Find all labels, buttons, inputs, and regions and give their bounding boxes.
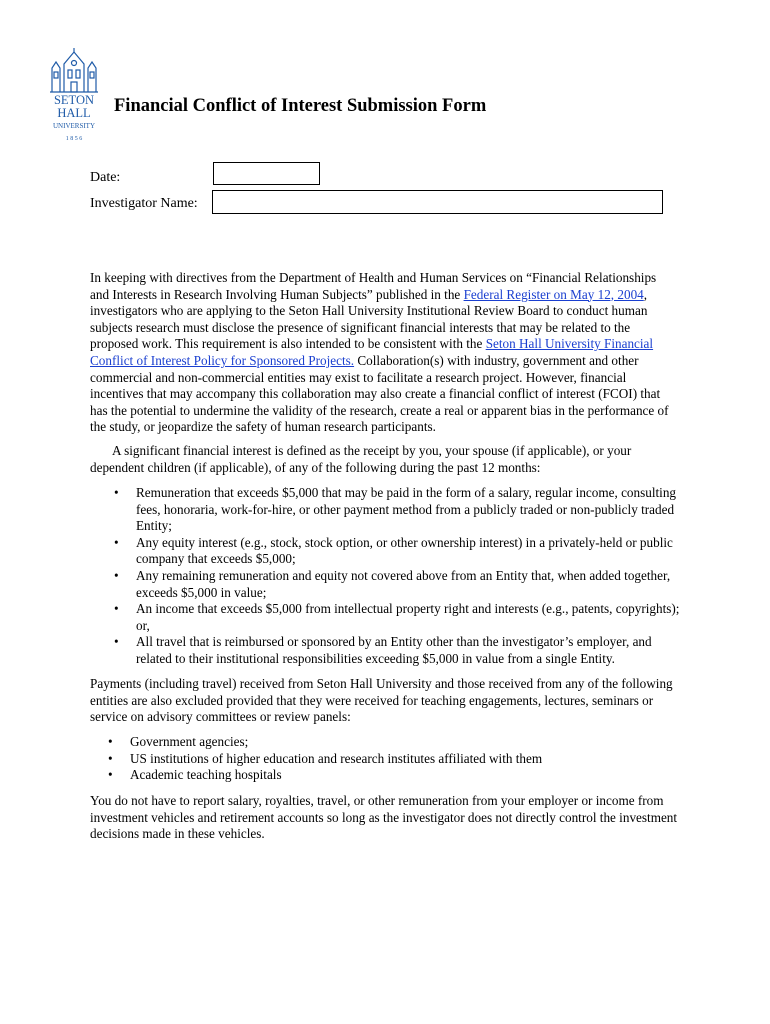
closing-paragraph: You do not have to report salary, royalties, travel, or other remuneration from your employer or income from investment vehicles and retirement accounts so long as the investigator does not directly control the investment decisions made in these vehicles.: [90, 793, 678, 842]
svg-text:UNIVERSITY: UNIVERSITY: [53, 122, 95, 130]
svg-text:SETON: SETON: [53, 93, 95, 107]
svg-text:HALL: HALL: [57, 106, 91, 120]
list-item: • Remuneration that exceeds $5,000 that may be paid in the form of a salary, regular income, consulting fees, honoraria, work-for-hire, or other payment method from a publicly traded or non-publicly traded Entity;: [136, 485, 684, 535]
fcoi-policy-link[interactable]: Seton Hall University Financial Conflict of Interest Policy for Sponsored Projects.: [90, 336, 654, 368]
investigator-name-label: Investigator Name:: [90, 196, 198, 211]
payments-paragraph: Payments (including travel) received from Seton Hall University and those received from any of the following entities are also excluded provided that they were received for teaching engagements, lectures, seminars or service on advisory committees or review panels:: [90, 676, 673, 725]
seton-hall-logo: [46, 48, 102, 144]
list-item: • Any remaining remuneration and equity not covered above from an Entity that, when added together, exceeds $5,000 in value;: [136, 568, 684, 601]
excluded-entities-list: [130, 734, 678, 784]
svg-text:1 8 5 6: 1 8 5 6: [65, 136, 83, 142]
investigator-name-field[interactable]: [212, 190, 663, 214]
federal-register-link[interactable]: Federal Register on May 12, 2004: [463, 286, 644, 302]
intro-text-part2: , investigators who are applying to the Seton Hall University Institutional Review Board to conduct human subjects research must disclose the presence of significant financial interests that may be related to the proposed work. This requirement is also intended to be consistent with the: [90, 286, 648, 352]
intro-paragraph: [90, 270, 678, 436]
list-item: • Any equity interest (e.g., stock, stock option, or other ownership interest) in a privately-held or public company that exceeds $5,000;: [136, 535, 684, 568]
list-item: • Government agencies;: [130, 734, 678, 751]
list-item: • Academic teaching hospitals: [130, 767, 678, 784]
sfi-list: [136, 485, 684, 668]
list-item: • All travel that is reimbursed or sponsored by an Entity other than the investigator’s employer, and related to their institutional responsibilities exceeding $5,000 in value from a single Entity.: [136, 634, 684, 667]
page-title: Financial Conflict of Interest Submission Form: [114, 96, 487, 116]
sfi-definition-paragraph: A significant financial interest is defined as the receipt by you, your spouse (if applicable), or your dependent children (if applicable), of any of the following during the past 12 months:: [90, 443, 632, 475]
list-item: • An income that exceeds $5,000 from intellectual property right and interests (e.g., patents, copyrights); or,: [136, 601, 684, 634]
intro-text-part1: In keeping with directives from the Department of Health and Human Services on “Financial Relationships and Interests in Research Involving Human Subjects” published in the: [90, 270, 657, 302]
seton-hall-logo-graphic: [46, 48, 102, 144]
intro-text-part3: Collaboration(s) with industry, government and other commercial and non-commercial entities may exist to facilitate a research project. However, financial incentives that may accompany this collaboration may also create a financial conflict of interest (FCOI) that has the potential to undermine the validity of the research, create a real or apparent bias in the performance of the study, or jeopardize the safety of human research participants.: [90, 352, 669, 435]
date-label: Date:: [90, 170, 121, 185]
date-field[interactable]: [213, 162, 320, 185]
list-item: • US institutions of higher education and research institutes affiliated with them: [130, 751, 678, 768]
